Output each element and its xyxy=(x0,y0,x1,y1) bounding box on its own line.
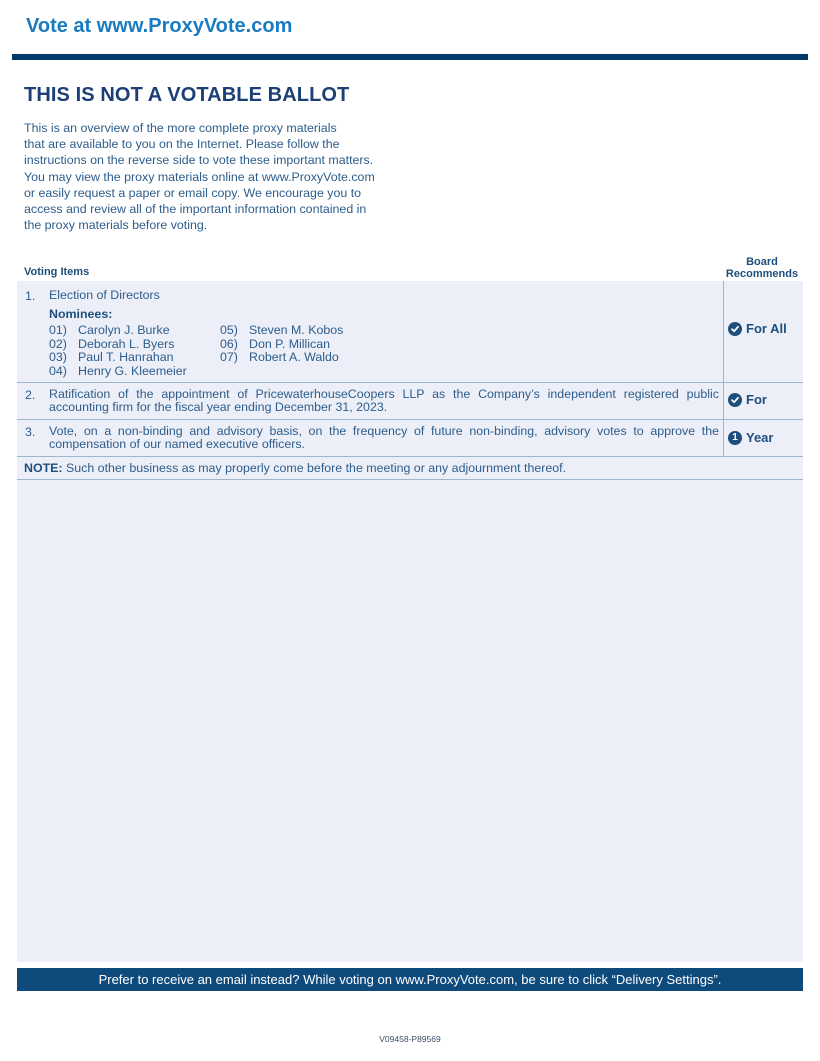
nominee xyxy=(220,338,343,352)
nominee xyxy=(49,338,187,352)
nominee-name: Don P. Millican xyxy=(249,336,331,351)
nominee-number: 07) xyxy=(220,350,238,364)
item-text-line: accounting firm for the fiscal year ending December 31, 2023. xyxy=(49,399,388,414)
column-divider xyxy=(723,382,724,419)
board-recommendation xyxy=(728,321,787,336)
nominee-name: Deborah L. Byers xyxy=(78,336,175,351)
voting-item-row xyxy=(17,281,803,383)
board-header-line: Board xyxy=(746,256,778,268)
board-header-line: Recommends xyxy=(725,268,799,280)
item-title: Election of Directors xyxy=(49,288,160,302)
board-recommendation xyxy=(728,430,773,445)
delivery-settings-banner: Prefer to receive an email instead? While voting on www.ProxyVote.com, be sure to click “Delivery Settings”. xyxy=(17,968,803,991)
nominee-number: 06) xyxy=(220,336,238,351)
recommendation-label: Year xyxy=(746,430,774,445)
intro-line: that are available to you on the Internet. Please follow the xyxy=(24,137,340,152)
intro-line: You may view the proxy materials online at www.ProxyVote.com xyxy=(24,169,375,184)
intro-line: instructions on the reverse side to vote these important matters. xyxy=(24,153,374,168)
check-circle-icon xyxy=(728,322,742,336)
note-text xyxy=(24,461,566,475)
board-recommends-header xyxy=(722,256,802,280)
intro-line: This is an overview of the more complete proxy materials xyxy=(24,121,337,135)
nominee-name: Henry G. Kleemeier xyxy=(78,363,187,378)
nominee xyxy=(49,324,187,338)
nominee-name: Paul T. Hanrahan xyxy=(78,350,174,364)
header-divider-bar xyxy=(12,54,808,60)
nominee xyxy=(49,351,187,365)
number-one-circle-icon: 1 xyxy=(728,431,742,445)
intro-line: or easily request a paper or email copy. We encourage you to xyxy=(24,185,362,200)
note-body: Such other business as may properly come before the meeting or any adjournment thereof. xyxy=(62,461,567,475)
item-text-line: compensation of our named executive officers. xyxy=(49,436,305,451)
column-divider xyxy=(723,419,724,456)
nominee xyxy=(220,324,343,338)
nominees-label: Nominees: xyxy=(49,307,113,321)
item-text-line: Vote, on a non-binding and advisory basis, on the frequency of future non-binding, advisory votes to approve the xyxy=(49,424,719,438)
nominees-list-left xyxy=(49,324,187,378)
voting-item-row xyxy=(17,382,803,420)
nominee xyxy=(49,365,187,379)
nominee-number: 01) xyxy=(49,323,67,337)
check-circle-icon xyxy=(728,393,742,407)
nominee-number: 05) xyxy=(220,323,238,337)
nominee-number: 03) xyxy=(49,350,67,364)
voting-item-row xyxy=(17,419,803,457)
nominee-name: Carolyn J. Burke xyxy=(78,323,170,337)
note-label: NOTE: xyxy=(24,461,63,475)
nominees-list-right xyxy=(220,324,343,365)
intro-line: access and review all of the important information contained in xyxy=(24,202,367,217)
nominee-number: 04) xyxy=(49,363,67,378)
item-number: 1. xyxy=(25,289,36,303)
nominee-name: Robert A. Waldo xyxy=(249,350,339,364)
nominee xyxy=(220,351,343,365)
recommendation-label: For xyxy=(746,392,767,407)
item-number: 2. xyxy=(25,388,36,402)
item-description xyxy=(49,425,719,450)
item-number: 3. xyxy=(25,425,36,439)
nominee-number: 02) xyxy=(49,336,67,351)
voting-items-header: Voting Items xyxy=(24,266,90,278)
recommendation-label: For All xyxy=(746,321,787,336)
intro-paragraph xyxy=(24,120,404,233)
intro-line: the proxy materials before voting. xyxy=(24,218,208,233)
site-title: Vote at www.ProxyVote.com xyxy=(26,15,293,37)
item-description xyxy=(49,388,719,413)
board-recommendation xyxy=(728,392,767,407)
nominee-name: Steven M. Kobos xyxy=(249,323,344,337)
page-title: THIS IS NOT A VOTABLE BALLOT xyxy=(24,84,350,106)
document-code: V09458-P89569 xyxy=(379,1034,441,1044)
column-divider xyxy=(723,281,724,382)
item-text-line: Ratification of the appointment of PricewaterhouseCoopers LLP as the Company’s independent registered public xyxy=(49,387,719,401)
